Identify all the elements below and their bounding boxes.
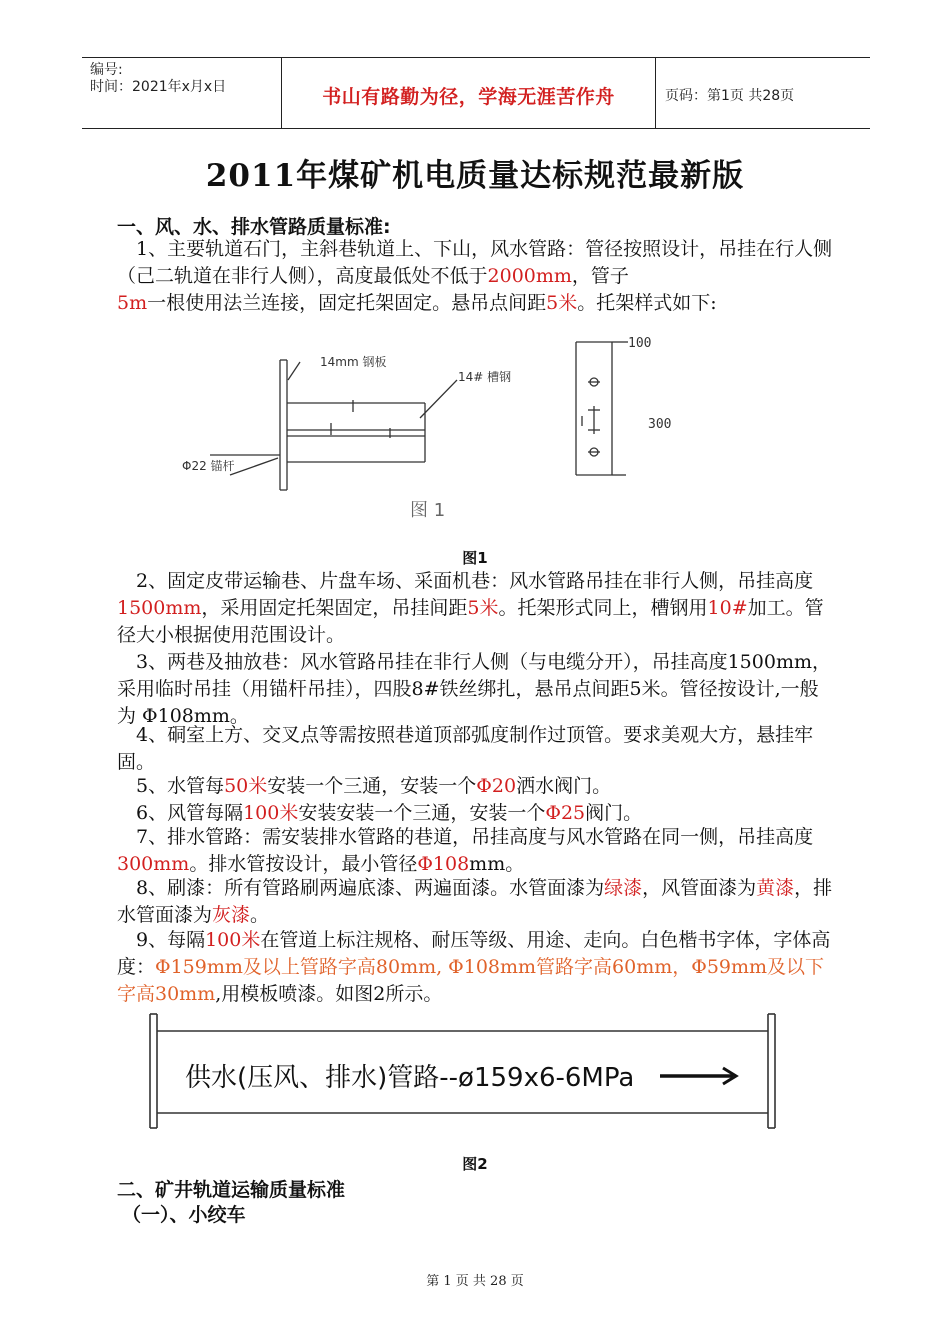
subsection-heading: （一）、小绞车 xyxy=(122,1204,246,1226)
figure-1-caption: 图1 xyxy=(462,549,488,567)
section-2-heading: 二、矿井轨道运输质量标准 xyxy=(117,1179,346,1201)
figure-1-bracket-diagram xyxy=(170,330,730,530)
paragraph-2: 2、固定皮带运输巷、片盘车场、采面机巷：风水管路吊挂在非行人侧，吊挂高度1500mm，采用固定托架固定，吊挂间距5米。托架形式同上，槽钢用10#加工。管径大小根据使用范围设计。 xyxy=(117,570,824,646)
figure-2-caption: 图2 xyxy=(462,1155,488,1173)
figure-2-pipe-marking xyxy=(140,1008,790,1138)
paragraph-1: 1、主要轨道石门，主斜巷轨道上、下山，风水管路：管径按照设计，吊挂在行人侧（己二轨道在非行人侧），高度最低处不低于2000mm，管子 5m一根使用法兰连接，固定托架固定。悬吊点间距5米。托架样式如下: xyxy=(117,238,833,314)
paragraph-7: 7、排水管路：需安装排水管路的巷道，吊挂高度与风水管路在同一侧，吊挂高度300mm。排水管按设计，最小管径Φ108mm。 xyxy=(117,826,814,875)
paragraph-8: 8、刷漆：所有管路刷两遍底漆、两遍面漆。水管面漆为绿漆，风管面漆为黄漆，排水管面漆为灰漆。 xyxy=(117,877,833,926)
header-page-info: 页码：第1页 共28页 xyxy=(665,88,795,104)
pipe-label: 供水(压风、排水)管路--ø159x6-6MPa xyxy=(185,1063,635,1093)
paragraph-3: 3、两巷及抽放巷：风水管路吊挂在非行人侧（与电缆分开），吊挂高度1500mm，采用临时吊挂（用锚杆吊挂），四股8#铁丝绑扎，悬吊点间距5米。管径按设计,一般为 Φ108mm。 xyxy=(117,651,831,727)
paragraph-9: 9、每隔100米在管道上标注规格、耐压等级、用途、走向。白色楷书字体，字体高度：Φ159mm及以上管路字高80mm, Φ108mm管路字高60mm，Φ59mm及以下字高30mm,用模板喷漆。如图2所示。 xyxy=(117,929,831,1005)
section-heading: 一、风、水、排水管路质量标准: xyxy=(117,216,391,238)
label-channel: 14# 槽钢 xyxy=(458,370,512,384)
arrow-right-icon xyxy=(660,1068,736,1084)
header-motto: 书山有路勤为径，学海无涯苦作舟 xyxy=(322,86,615,108)
dimension-100: 100 xyxy=(628,336,652,351)
page-title: 2011年煤矿机电质量达标规范最新版 xyxy=(205,158,745,194)
number-label: 编号: xyxy=(90,62,123,78)
header-divider xyxy=(655,58,656,128)
paragraph-4: 4、硐室上方、交叉点等需按照巷道顶部弧度制作过顶管。要求美观大方，悬挂牢固。 xyxy=(117,724,814,773)
bracket-front-view xyxy=(576,342,628,475)
header-meta xyxy=(90,62,226,96)
figure-inner-label: 图 1 xyxy=(410,500,446,521)
bracket-side-view xyxy=(210,360,457,490)
page-footer: 第 1 页 共 28 页 xyxy=(426,1274,524,1289)
paragraph-6: 6、风管每隔100米安装安装一个三通，安装一个Φ25阀门。 xyxy=(136,802,643,824)
time-label: 时间：2021年x月x日 xyxy=(90,79,227,95)
dimension-300: 300 xyxy=(648,417,672,432)
label-plate: 14mm 钢板 xyxy=(320,355,387,369)
page-header xyxy=(82,57,870,129)
paragraph-5: 5、水管每50米安装一个三通，安装一个Φ20洒水阀门。 xyxy=(136,775,612,797)
label-anchor: Φ22 锚杆 xyxy=(182,459,235,473)
